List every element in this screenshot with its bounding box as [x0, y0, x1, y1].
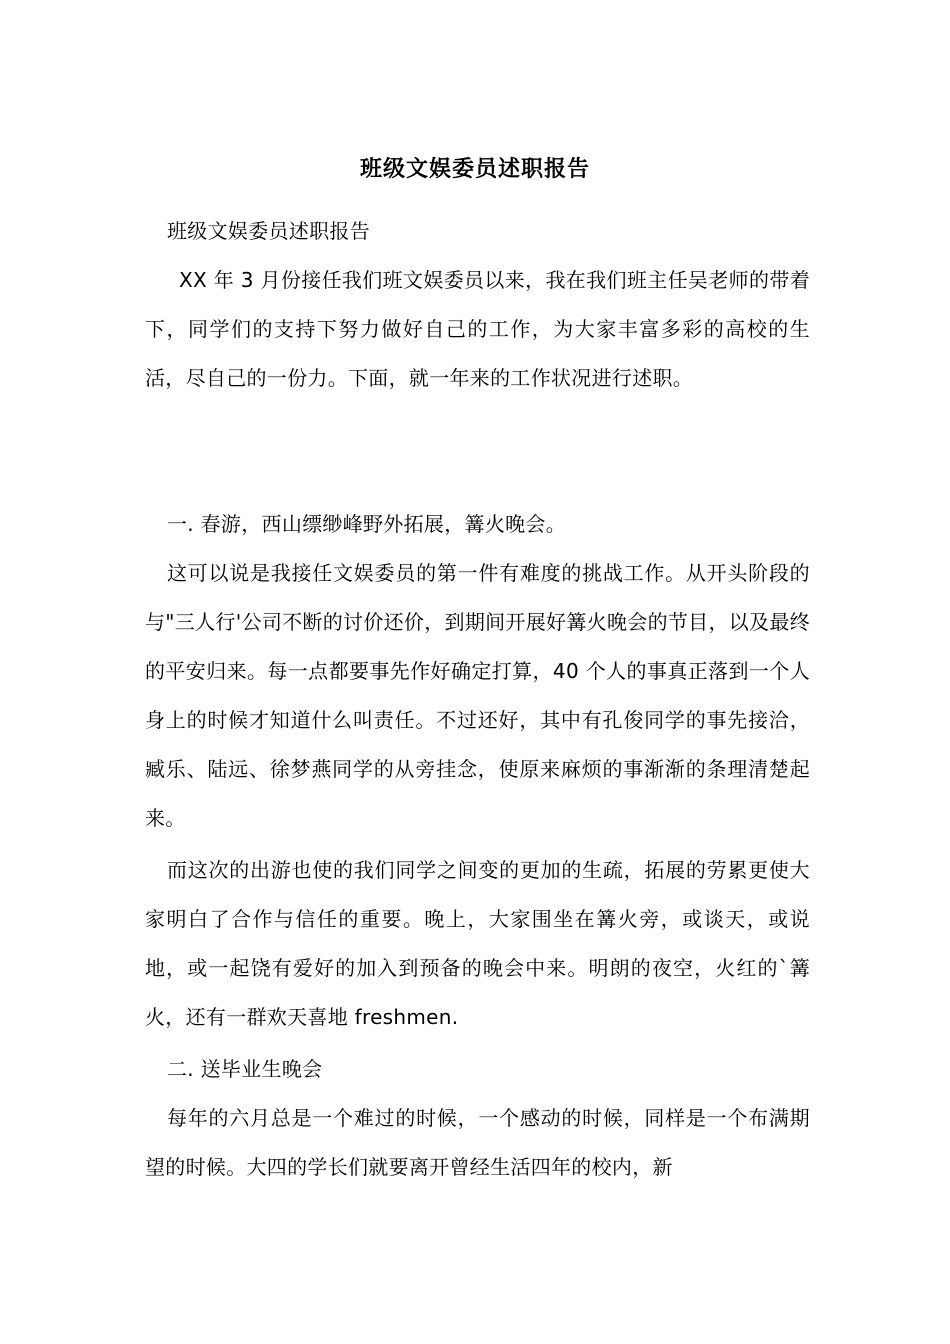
document-title: 班级文娱委员述职报告	[359, 157, 590, 182]
section-1-heading: 一. 春游，西山缥缈峰野外拓展，篝火晚会。	[167, 512, 567, 536]
intro-paragraph: XX 年 3 月份接任我们班文娱委员以来，我在我们班主任吴老师的带着下，同学们的支持下努力做好自己的工作，为大家丰富多彩的高校的生活，尽自己的一份力。下面，就一年来的工作状况进行述职。	[145, 268, 810, 390]
document-subtitle: 班级文娱委员述职报告	[167, 219, 370, 243]
section-2-heading: 二. 送毕业生晚会	[167, 1057, 323, 1081]
section-1-paragraph-1: 这可以说是我接任文娱委员的第一件有难度的挑战工作。从开头阶段的与"三人行'公司不断的讨价还价，到期间开展好篝火晚会的节目，以及最终的平安归来。每一点都要事先作好确定打算，40 个人的事真正落到一个人身上的时候才知道什么叫责任。不过还好，其中有孔俊同学的事先接洽，臧乐、陆远、徐梦燕同学的从旁挂念，使原来麻烦的事渐渐的条理清楚起来。	[145, 561, 810, 830]
section-2-paragraph-1: 每年的六月总是一个难过的时候，一个感动的时候，同样是一个布满期望的时候。大四的学长们就要离开曾经生活四年的校内，新	[145, 1106, 810, 1179]
section-1-paragraph-2: 而这次的出游也使的我们同学之间变的更加的生疏，拓展的劳累更使大家明白了合作与信任的重要。晚上，大家围坐在篝火旁，或谈天，或说地，或一起饶有爱好的加入到预备的晚会中来。明朗的夜空，火红的`篝火，还有一群欢天喜地 freshmen.	[145, 858, 810, 1029]
